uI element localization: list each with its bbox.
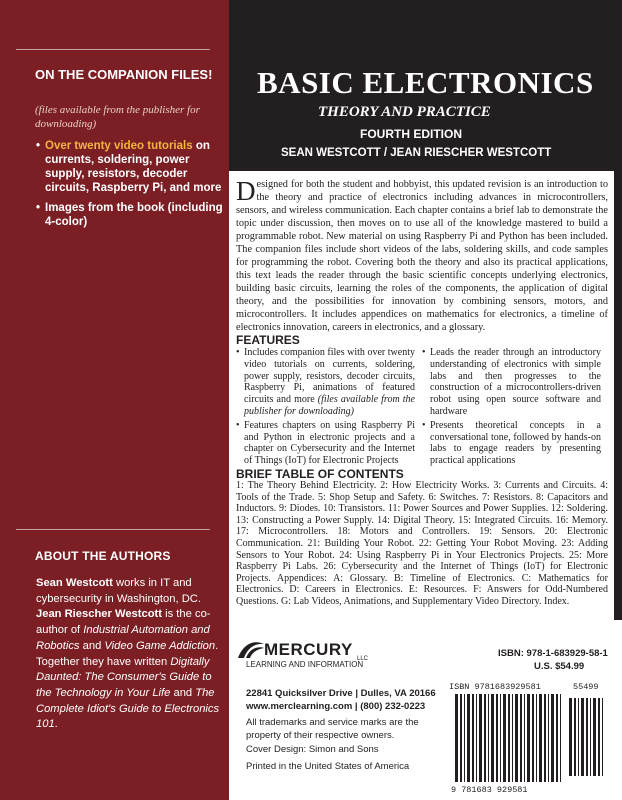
- barcode-bar: [476, 694, 477, 782]
- barcode-bar: [569, 698, 572, 776]
- author-bio: is the co-author of: [36, 608, 211, 637]
- barcode-bar: [500, 694, 501, 782]
- companion-item: [36, 139, 226, 195]
- barcode-bar: [536, 694, 537, 782]
- author-bio: and: [170, 686, 196, 699]
- feature-item: [236, 347, 415, 418]
- book-title: Video Game Addiction: [104, 639, 216, 652]
- address-line: 22841 Quicksilver Drive | Dulles, VA 20166: [246, 688, 436, 699]
- author-bio: works in IT and cybersecurity in Washington, DC.: [36, 577, 201, 605]
- barcode-bar: [460, 694, 462, 782]
- barcode-bar: [539, 694, 542, 782]
- barcode-bar: [574, 698, 576, 776]
- edition-label: FOURTH EDITION: [360, 127, 462, 141]
- top-divider: [16, 49, 210, 50]
- author-name: Jean Riescher Westcott: [36, 608, 163, 621]
- mercury-logo-icon: [236, 638, 266, 660]
- description-panel: [229, 171, 614, 620]
- barcode-bar: [532, 694, 534, 782]
- barcode-bar: [560, 694, 561, 782]
- companion-item-highlight: Over twenty video tutorials: [45, 140, 193, 152]
- feature-text: Presents theoretical concepts in a conversational tone, followed by hands-on labs to engage readers by presenting practical applications: [430, 419, 601, 467]
- book-title: The Complete Idiot's Guide to Electronics 101: [36, 686, 220, 731]
- barcode-bar: [496, 694, 498, 782]
- author-bio: . Together they have written: [36, 639, 219, 668]
- companion-item-text: on currents, soldering, power supply, resistors, decoder circuits, Raspberry Pi, and more: [45, 140, 222, 194]
- barcode-bar: [520, 694, 522, 782]
- publisher-address: [246, 687, 436, 713]
- barcode-bar: [479, 694, 482, 782]
- barcode-bar: [602, 698, 603, 776]
- barcode-bar: [548, 694, 549, 782]
- features-heading: FEATURES: [236, 333, 300, 347]
- barcode-bar: [590, 698, 591, 776]
- trademark-note: All trademarks and service marks are the property of their respective owners.: [246, 717, 419, 741]
- barcode-number: 9 781683 929581: [451, 785, 528, 795]
- barcode-bar: [467, 694, 470, 782]
- barcode-bar: [464, 694, 465, 782]
- barcode-bar: [527, 694, 530, 782]
- toc-heading: BRIEF TABLE OF CONTENTS: [236, 467, 404, 481]
- companion-heading: ON THE COMPANION FILES!: [35, 67, 213, 82]
- author-bio: and: [79, 639, 105, 652]
- intro-text: esigned for both the student and hobbyist, this updated revision is an introduction to the theory and practice of electronics including advances in microcontrollers, sensors, and wireless communication. Each chapter contains a brief lab to demonstrate the topic under discussion, then moves on to use all of the knowledge mastered to build a programmable robot. New material on using Raspberry Pi and Python has been included. The companion files include short videos of the labs, soldering skills, and code samples for programming the robot. Covering both the theory and also its practical applications, this text leads the reader through the basic scientific concepts underlying electronics, building basic circuits, learning the roles of the components, the application of digital theory, and the possibilities for innovation by combining sensors, motors, and microcontrollers. It includes appendices on mathematics for electronics, a timeline of electronics innovation, careers in electronics, and a glossary.: [236, 179, 608, 333]
- authors-line: SEAN WESTCOTT / JEAN RIESCHER WESTCOTT: [281, 147, 552, 159]
- author-bio: .: [54, 718, 58, 731]
- barcode-bar: [472, 694, 474, 782]
- book-title: Industrial Automation and Robotics: [36, 624, 210, 652]
- feature-item: [236, 420, 415, 467]
- cover-design-credit: Cover Design: Simon and Sons: [246, 744, 379, 755]
- barcode-bar: [488, 694, 489, 782]
- feature-text: Leads the reader through an introductory understanding of electronics with simple labs and then progresses to the construction of a microcontrollers-driven robot using open source software and hardware: [430, 347, 601, 417]
- barcode-bar: [556, 694, 558, 782]
- feature-item: [422, 347, 601, 418]
- barcode-bar: [455, 694, 458, 782]
- feature-note: (files available from the publisher for downloading): [244, 394, 415, 417]
- book-title-heading: BASIC ELECTRONICS: [257, 65, 594, 100]
- author-name: Sean Westcott: [36, 577, 113, 589]
- barcode-price-code: 55499: [573, 682, 599, 692]
- barcode-bar: [598, 698, 600, 776]
- barcode-bar: [586, 698, 588, 776]
- barcode-bar: [593, 698, 596, 776]
- contact-line: www.merclearning.com | (800) 232-0223: [246, 701, 426, 712]
- companion-note: (files available from the publisher for downloading): [35, 104, 200, 130]
- barcode-bar: [581, 698, 584, 776]
- about-heading: ABOUT THE AUTHORS: [35, 549, 171, 563]
- companion-item: [36, 201, 226, 229]
- barcode-bar: [491, 694, 494, 782]
- barcode-bar: [551, 694, 554, 782]
- features-list-left: [236, 347, 415, 469]
- features-list-right: [422, 347, 601, 469]
- price-label: U.S. $54.99: [534, 661, 585, 672]
- companion-list: [36, 139, 226, 235]
- barcode-bar: [578, 698, 579, 776]
- feature-text: Includes companion files with over twenty video tutorials on currents, soldering, power supply, resistors, decoder circuits, Raspberry Pi, animations of featured circuits and more: [244, 347, 415, 406]
- about-divider: [16, 529, 210, 530]
- drop-cap: D: [236, 176, 256, 206]
- book-title: Digitally Daunted: The Consumer's Guide to the Technology in Your Life: [36, 655, 212, 699]
- barcode-icon: [445, 678, 613, 796]
- isbn-label: ISBN: 978-1-683929-58-1: [498, 648, 608, 659]
- companion-item-text: Images from the book (including 4-color): [45, 202, 223, 228]
- barcode-bar: [512, 694, 513, 782]
- intro-paragraph: [236, 178, 608, 334]
- feature-item: [422, 420, 601, 467]
- barcode-bar: [524, 694, 525, 782]
- toc-text: 1: The Theory Behind Electricity. 2: How Electricity Works. 3: Currents and Circuits. 4: Tools of the Trade. 5: Shop Setup and Safety. 6: Switches. 7: Resistors. 8: Capacitors and Inductors. 9: Diodes. 10: Transistors. 11: Power Sources and Power Supplies. 12: Soldering. 13: Constructing a Power Supply. 14: Digital Theory. 15: Integrated Circuits. 16: Memory. 17: Microcontrollers. 18: Motors and Controllers. 19: Sensors. 20: Electronic Communication. 21: Building Your Robot. 22: Getting Your Robot Moving. 23: Adding Sensors to Your Robot. 24: Using Raspberry Pi in Your Electronics Projects. 25: More Raspberry Pi Labs. 26: Cybersecurity and the Internet of Things (IoT) for Electronic Projects. Appendices: A: Glossary. B: Timeline of Electronics. C: Mathematics for Electronics. D: Careers in Electronics. E: Resources. F: Answers for Odd-Numbered Questions. G: Lab Videos, Animations, and Supplementary Video Directory. Index.: [236, 480, 608, 607]
- publisher-logo-llc: LLC: [357, 656, 369, 662]
- printed-note: Printed in the United States of America: [246, 761, 410, 772]
- barcode-bar: [544, 694, 546, 782]
- barcode-bar: [515, 694, 518, 782]
- book-subtitle: THEORY AND PRACTICE: [318, 104, 491, 120]
- barcode-bar: [503, 694, 506, 782]
- barcode-bar: [484, 694, 486, 782]
- publisher-logo-sub: LEARNING AND INFORMATION: [246, 660, 364, 669]
- about-authors-text: [36, 576, 228, 733]
- publisher-logo-word: MERCURY: [264, 640, 353, 659]
- barcode-top-text: ISBN 9781683929581: [449, 682, 541, 692]
- feature-text: Features chapters on using Raspberry Pi and Python in electronic projects and a chapter on Cybersecurity and the Internet of Things (IoT) for Electronic Projects: [244, 419, 415, 467]
- barcode-bar: [508, 694, 510, 782]
